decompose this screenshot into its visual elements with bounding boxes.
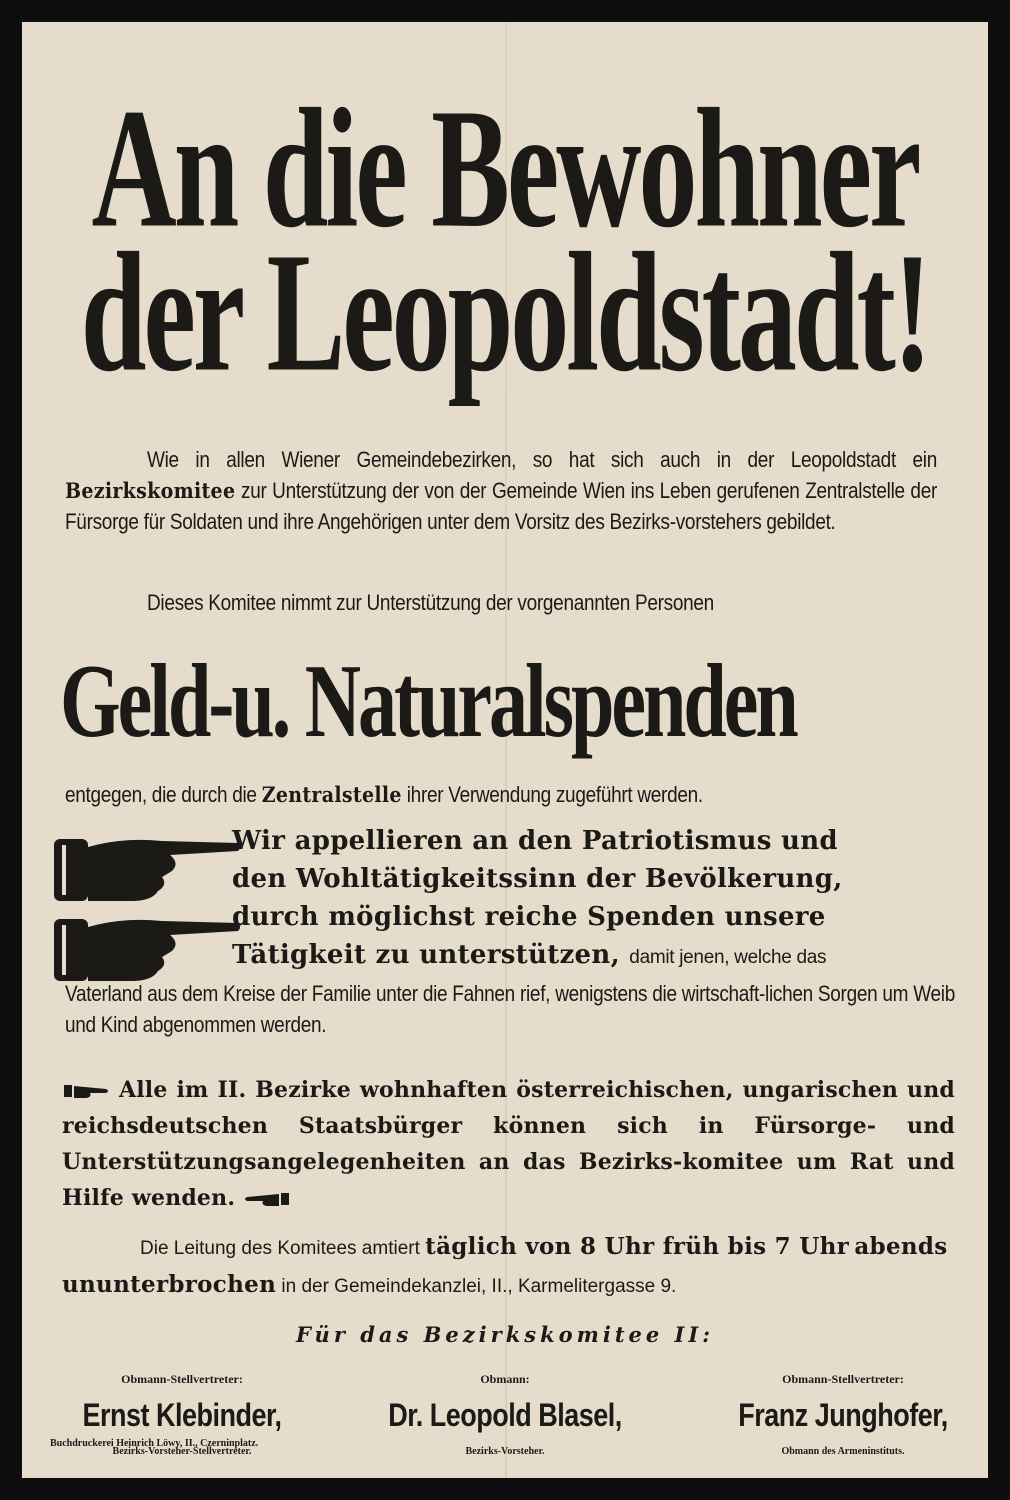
appeal-line-4-bold: Tätigkeit zu unterstützen, xyxy=(232,940,620,970)
signatory-2 xyxy=(355,1372,655,1457)
vaterland-paragraph: Vaterland aus dem Kreise der Familie unter die Fahnen rief, wenigstens die wirtschaft-lichen Sorgen um Weib und Kind abgenommen werden. xyxy=(65,982,955,1038)
signatory-role: Obmann: xyxy=(480,1372,530,1386)
middle-text-a: entgegen, die durch die xyxy=(65,783,257,808)
middle-text-b: ihrer Verwendung zugeführt werden. xyxy=(406,783,703,808)
pointing-hand-icon xyxy=(52,827,242,913)
appeal-line-3: durch möglichst reiche Spenden unsere xyxy=(232,902,826,932)
signatory-role: Obmann-Stellvertreter: xyxy=(782,1372,904,1386)
office-hours-bold-2: abends ununterbrochen xyxy=(62,1233,948,1298)
intro-text-b: zur Unterstützung der von der Gemeinde Wien ins Leben gerufenen Zentralstelle der Fürsorge für Soldaten und ihre Angehörigen unter dem Vorsitz des Bezirks-vorstehers gebildet. xyxy=(65,479,937,535)
title-line-2: der Leopoldstadt! xyxy=(80,217,930,408)
title-line-1: An die Bewohner xyxy=(91,73,919,264)
appeal-tail: damit jenen, welche das xyxy=(629,947,827,968)
office-hours-paragraph xyxy=(62,1229,955,1305)
komitee-paragraph: Dieses Komitee nimmt zur Unterstützung der vorgenannten Personen xyxy=(147,591,714,616)
donations-headline: Geld-u. Naturalspenden xyxy=(60,641,796,759)
printer-imprint: Buchdruckerei Heinrich Löwy, II., Czerninplatz. xyxy=(50,1438,259,1449)
signatory-subrole: Bezirks-Vorsteher. xyxy=(465,1446,545,1457)
bezirkskomitee-bold: Bezirkskomitee xyxy=(65,478,236,504)
signatory-3 xyxy=(698,1372,988,1457)
appeal-line-4 xyxy=(232,936,952,977)
notice-text: Alle im II. Bezirke wohnhaften österreichischen, ungarischen und reichsdeutschen Staatsbürger können sich in Fürsorge- und Unterstützungsangelegenheiten an das Bezirks-komitee um Rat und Hilfe wenden. xyxy=(62,1077,956,1211)
leitung-text-a: Die Leitung des Komitees amtiert xyxy=(140,1238,420,1259)
poster-sheet xyxy=(22,22,988,1478)
signatory-subrole: Bezirks-Vorsteher-Stellvertreter. xyxy=(112,1446,252,1457)
small-pointing-hand-icon xyxy=(243,1190,291,1208)
signatory-subrole: Obmann des Armeninstituts. xyxy=(781,1446,905,1457)
small-pointing-hand-icon xyxy=(62,1082,110,1100)
intro-paragraph xyxy=(65,445,937,538)
office-hours-bold: täglich von 8 Uhr früh bis 7 Uhr xyxy=(425,1233,850,1260)
signatory-name: Franz Junghofer, xyxy=(738,1397,948,1433)
signatory-name: Dr. Leopold Blasel, xyxy=(388,1397,622,1433)
notice-paragraph xyxy=(62,1072,955,1216)
office-address: in der Gemeindekanzlei, II., Karmelitergasse 9. xyxy=(281,1276,677,1297)
appeal-block xyxy=(232,822,952,977)
zentralstelle-bold: Zentralstelle xyxy=(261,782,402,808)
signatory-role: Obmann-Stellvertreter: xyxy=(121,1372,243,1386)
signatory-name: Ernst Klebinder, xyxy=(82,1397,282,1433)
zentralstelle-line xyxy=(65,780,945,811)
appeal-line-1: Wir appellieren an den Patriotismus und xyxy=(232,826,838,856)
intro-text-a: Wie in allen Wiener Gemeindebezirken, so hat sich auch in der Leopoldstadt ein xyxy=(147,448,937,473)
committee-heading: Für das Bezirkskomitee II: xyxy=(296,1322,714,1347)
appeal-line-2: den Wohltätigkeitssinn der Bevölkerung, xyxy=(232,864,843,894)
